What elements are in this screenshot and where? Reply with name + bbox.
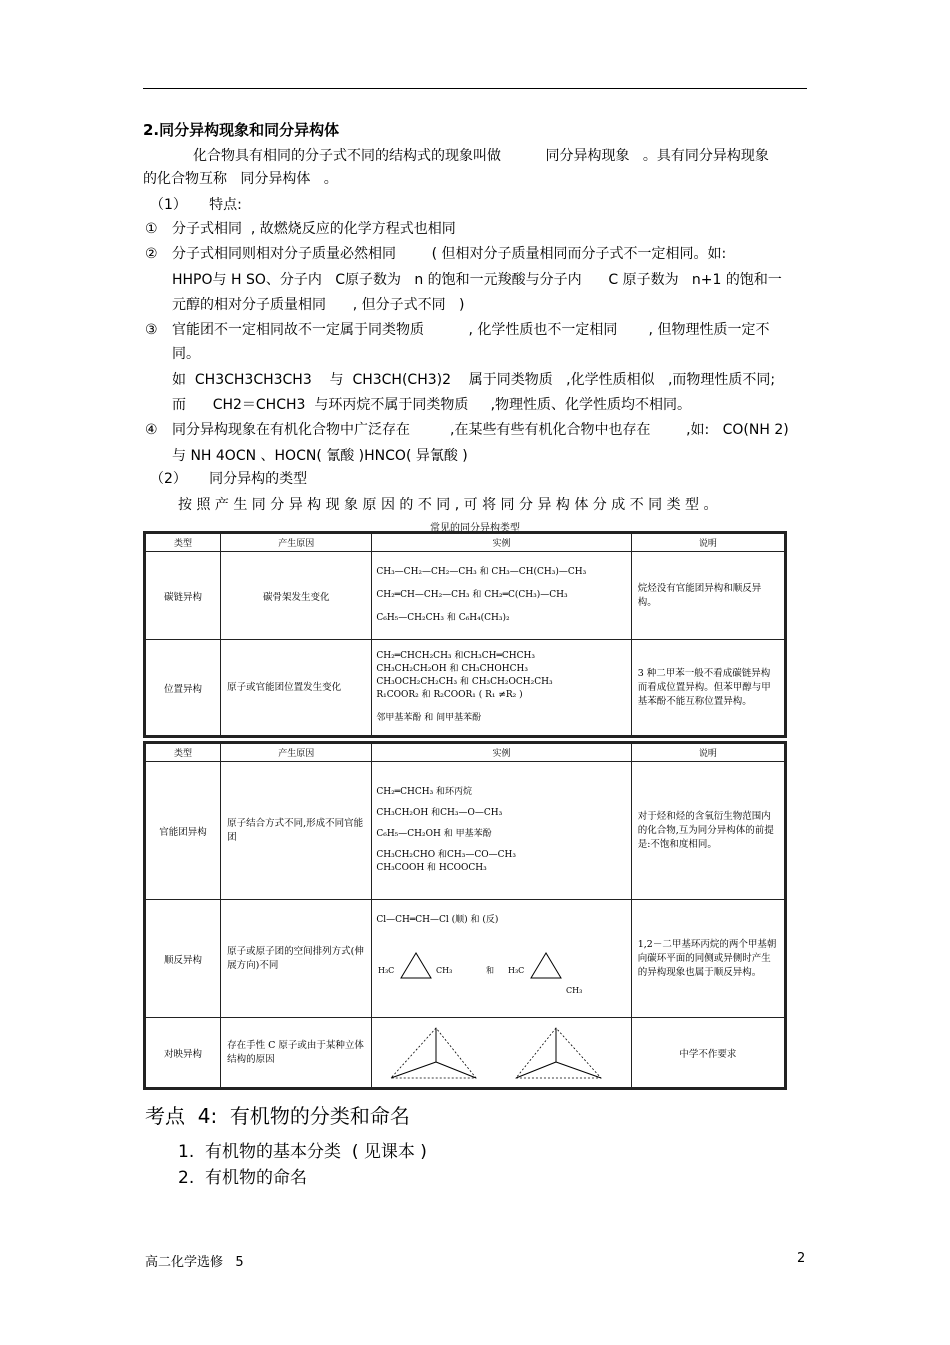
example-line: CH₃COOH 和 HCOOCH₃ xyxy=(376,863,487,873)
isomer-table-2 xyxy=(145,743,785,1088)
row-type: 对映异构 xyxy=(146,1018,221,1088)
row-type: 顺反异构 xyxy=(146,900,221,1018)
svg-text:CH₃: CH₃ xyxy=(566,986,583,995)
example-line: CH₃CH₂CH₂OH 和 CH₃CHOHCH₃ xyxy=(376,664,528,674)
col-example-header: 实例 xyxy=(372,744,631,762)
col-type-header: 类型 xyxy=(146,744,221,762)
row-note: 中学不作要求 xyxy=(631,1018,784,1088)
row-reason: 原子或官能团位置发生变化 xyxy=(221,640,372,736)
row-note: 3 种二甲苯一般不看成碳链异构而看成位置异构。但苯甲醇与甲基苯酚不能互称位置异构。 xyxy=(631,640,784,736)
table-row xyxy=(146,552,785,640)
example-line: C₆H₅—CH₂OH 和 甲基苯酚 xyxy=(376,829,492,839)
svg-text:和: 和 xyxy=(486,966,495,975)
feature-4-line-2: 与 NH 4OCN 、HOCN( 氰酸 )HNCO( 异氰酸 ) xyxy=(172,448,468,464)
section-heading: 2.同分异构现象和同分异构体 xyxy=(143,121,340,139)
cyclopropane-structures xyxy=(376,933,616,1003)
feature-num-3: ③ xyxy=(145,322,158,338)
feature-3-line-3: 如 CH3CH3CH3CH3 与 CH3CH(CH3)2 属于同类物质 ,化学性质相似 ,而物理性质不同; xyxy=(172,372,776,388)
svg-text:H₃C: H₃C xyxy=(378,966,395,975)
row-reason: 原子或原子团的空间排列方式(伸展方向)不同 xyxy=(221,900,372,1018)
intro-line-1: 化合物具有相同的分子式不同的结构式的现象叫做 同分异构现象 。具有同分异构现象 xyxy=(193,148,769,164)
row-examples xyxy=(372,552,631,640)
example-line: CH₃CH₂OH 和CH₃—O—CH₃ xyxy=(376,808,503,818)
row-reason: 原子结合方式不同,形成不同官能团 xyxy=(221,762,372,900)
row-type: 碳链异构 xyxy=(146,552,221,640)
row-reason: 碳骨架发生变化 xyxy=(221,552,372,640)
row-note: 1,2－二甲基环丙烷的两个甲基朝向碳环平面的同侧或异侧时产生的异构现象也属于顺反异构。 xyxy=(631,900,784,1018)
example-line: R₁COOR₂ 和 R₂COOR₁ ( R₁ ≠R₂ ) xyxy=(376,690,523,700)
feature-num-2: ② xyxy=(145,246,158,262)
feature-1-line-1: 分子式相同 , 故燃烧反应的化学方程式也相同 xyxy=(172,221,456,237)
col-reason-header: 产生原因 xyxy=(221,744,372,762)
example-line: CH₂═CH—CH₂—CH₃ 和 CH₂═C(CH₃)—CH₃ xyxy=(376,590,568,600)
table-caption: 常见的同分异构类型 xyxy=(430,523,520,534)
row-note: 烷烃没有官能团异构和顺反异构。 xyxy=(631,552,784,640)
feature-2-line-3: 元醇的相对分子质量相同 , 但分子式不同 ) xyxy=(172,297,465,313)
example-line: CH₂═CHCH₃ 和环丙烷 xyxy=(376,787,473,797)
example-line: CH₃—CH₂—CH₂—CH₃ 和 CH₃—CH(CH₃)—CH₃ xyxy=(376,567,587,577)
intro-line-2: 的化合物互称 同分异构体 。 xyxy=(143,171,338,187)
row-reason: 存在手性 C 原子或由于某种立体结构的原因 xyxy=(221,1018,372,1088)
table-row xyxy=(146,762,785,900)
types-description: 按 照 产 生 同 分 异 构 现 象 原 因 的 不 同 , 可 将 同 分 异 构 体 分 成 不 同 类 型 。 xyxy=(178,497,718,513)
features-label: （1） 特点: xyxy=(150,197,242,213)
row-examples xyxy=(372,640,631,736)
example-line: 邻甲基苯酚 和 间甲基苯酚 xyxy=(376,713,482,723)
list-item: 2. 有机物的命名 xyxy=(178,1168,308,1188)
types-label: （2） 同分异构的类型 xyxy=(150,471,308,487)
col-note-header: 说明 xyxy=(631,744,784,762)
feature-2-line-2: HHPO与 H SO、分子内 C原子数为 n 的饱和一元羧酸与分子内 C 原子数为 n+1 的饱和一 xyxy=(172,272,782,288)
feature-3-line-1: 官能团不一定相同故不一定属于同类物质 , 化学性质也不一定相同 , 但物理性质一定不 xyxy=(172,322,770,338)
feature-2-line-1: 分子式相同则相对分子质量必然相同 ( 但相对分子质量相同而分子式不一定相同。如: xyxy=(172,246,727,262)
row-examples xyxy=(372,900,631,1018)
feature-3-line-2: 同。 xyxy=(172,346,200,362)
table-row xyxy=(146,640,785,736)
row-note: 对于烃和烃的含氧衍生物范围内的化合物,互为同分异构体的前提是:不饱和度相同。 xyxy=(631,762,784,900)
example-line: CH₂═CHCH₂CH₃ 和CH₃CH═CHCH₃ xyxy=(376,651,535,661)
example-line: CH₃CH₂CHO 和CH₃—CO—CH₃ xyxy=(376,850,516,860)
row-type: 位置异构 xyxy=(146,640,221,736)
col-note-header: 说明 xyxy=(631,534,784,552)
feature-4-line-1: 同分异构现象在有机化合物中广泛存在 ,在某些有些有机化合物中也存在 ,如: CO(NH 2) xyxy=(172,422,789,438)
example-line: Cl—CH═CH—Cl (顺) 和 (反) xyxy=(376,915,499,925)
footer-title: 高二化学选修 5 xyxy=(145,1255,244,1270)
feature-3-line-4: 而 CH2＝CHCH3 与环丙烷不属于同类物质 ,物理性质、化学性质均不相同。 xyxy=(172,397,692,413)
svg-text:H₃C: H₃C xyxy=(508,966,525,975)
row-examples xyxy=(372,1018,631,1088)
header-rule xyxy=(143,88,807,89)
row-examples xyxy=(372,762,631,900)
example-line: C₆H₅—CH₂CH₃ 和 C₆H₄(CH₃)₂ xyxy=(376,613,510,623)
col-type-header: 类型 xyxy=(146,534,221,552)
col-example-header: 实例 xyxy=(372,534,631,552)
svg-text:CH₃: CH₃ xyxy=(436,966,453,975)
table-row xyxy=(146,900,785,1018)
table-row xyxy=(146,1018,785,1088)
exam-point-title: 考点 4: 有机物的分类和命名 xyxy=(145,1104,410,1128)
col-reason-header: 产生原因 xyxy=(221,534,372,552)
page-number: 2 xyxy=(797,1251,806,1266)
feature-num-1: ① xyxy=(145,221,158,237)
feature-num-4: ④ xyxy=(145,422,158,438)
example-line: CH₃OCH₂CH₂CH₃ 和 CH₃CH₂OCH₂CH₃ xyxy=(376,677,553,687)
chiral-structures xyxy=(376,1022,616,1084)
list-item: 1. 有机物的基本分类 ( 见课本 ) xyxy=(178,1142,427,1162)
row-type: 官能团异构 xyxy=(146,762,221,900)
isomer-table-1 xyxy=(145,533,785,736)
